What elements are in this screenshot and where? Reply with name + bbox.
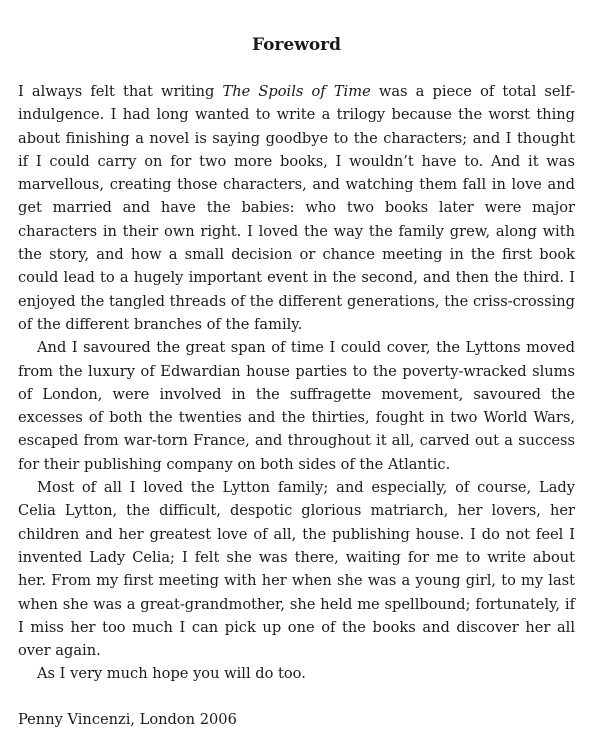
foreword-body (18, 80, 575, 686)
paragraph-2: And I savoured the great span of time I could cover, the Lyttons moved from the luxury of Edwardian house parties to the poverty-wracked slums of London, were involved in the suffragette movement, savoured the excesses of both the twenties and the thirties, fought in two World Wars, escaped from war-torn France, and throughout it all, carved out a success for their publishing company on both sides of the Atlantic. (18, 339, 575, 473)
paragraph-3: Most of all I loved the Lytton family; and especially, of course, Lady Celia Lytton, the difficult, despotic glorious matriarch, her lovers, her children and her greatest love of all, the publishing house. I do not feel I invented Lady Celia; I felt she was there, waiting for me to write about her. From my first meeting with her when she was a young girl, to my last when she was a great-grandmother, she held me spellbound; fortunately, if I miss her too much I can pick up one of the books and discover her all over again. (18, 479, 575, 660)
paragraph-1-lead: I always felt that writing (18, 83, 223, 100)
author-signature: Penny Vincenzi, London 2006 (18, 710, 237, 728)
book-title-italic: The Spoils of Time (222, 83, 371, 100)
page-title: Foreword (251, 35, 342, 55)
paragraph-4: As I very much hope you will do too. (37, 665, 306, 683)
paragraph-1 (18, 80, 575, 336)
paragraph-1-rest: was a piece of total self-indulgence. I had long wanted to write a trilogy because the worst thing about finishing a novel is saying goodbye to the characters; and I thought if I could carry on for two more books, I wouldn’t have to. And it was marvellous, creating those characters, and watching them fall in love and get married and have the babies: who two books later were major characters in their own right. I loved the way the family grew, along with the story, and how a small decision or chance meeting in the first book could lead to a hugely important event in the second, and then the third. I enjoyed the tangled threads of the different generations, the criss-crossing of the different branches of the family. (18, 83, 576, 333)
